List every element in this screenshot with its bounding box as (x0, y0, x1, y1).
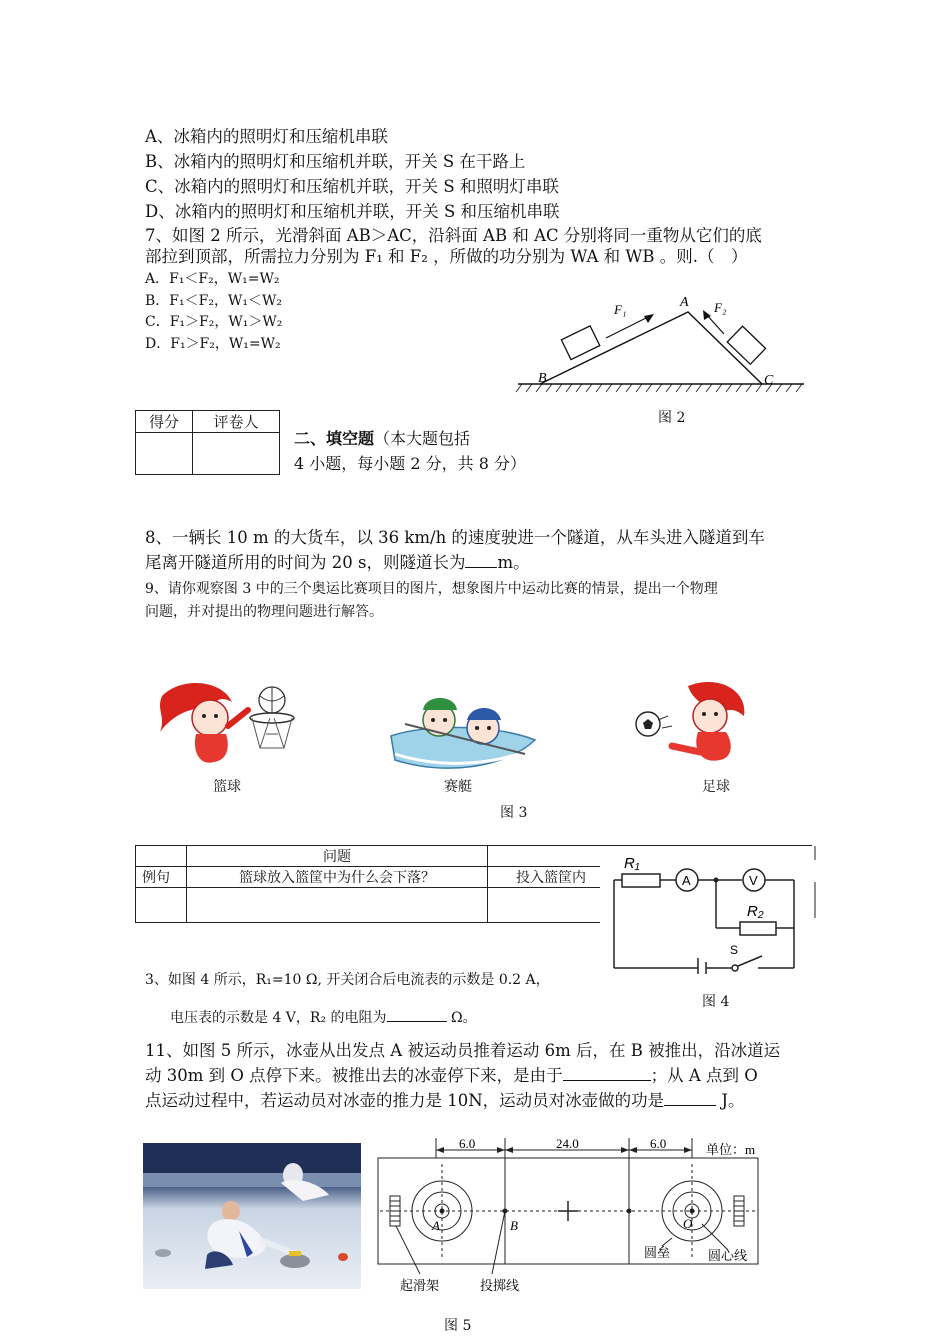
fig3-label-football: 足球 (702, 779, 730, 795)
q11-line3 (145, 1089, 745, 1112)
section-2-title: 二、填空题 (294, 429, 375, 448)
q11-line1: 11、如图 5 所示，冰壶从出发点 A 被运动员推着运动 6m 后，在 B 被推出，沿冰道运 (145, 1041, 781, 1060)
fig5-label-center-line: 圆心线 (708, 1248, 748, 1263)
rowing-mascots-image (385, 684, 545, 776)
figure-2-incline (510, 290, 810, 400)
grader-header: 评卷人 (193, 411, 280, 433)
football-mascot-image (628, 676, 758, 772)
q11-line3-text: 点运动过程中，若运动员对冰壶的推力是 10N，运动员对冰壶做的功是 (145, 1091, 665, 1110)
fig3-caption: 图 3 (500, 805, 528, 821)
q10-line1: 3、如图 4 所示，R₁=10 Ω, 开关闭合后电流表的示数是 0.2 A， (145, 972, 550, 988)
fig3-label-rowing: 赛艇 (444, 779, 472, 795)
fig4-r2-label: R₂ (747, 903, 764, 920)
score-table (135, 410, 280, 475)
fig2-label-a: A (680, 295, 689, 310)
q7-option-d: D．F₁＞F₂，W₁=W₂ (145, 336, 281, 352)
q11-line2-tail: ；从 A 点到 O (650, 1066, 758, 1085)
q10-unit: Ω。 (446, 1010, 477, 1026)
fig2-label-f2: F₂ (714, 300, 727, 315)
q8-line2 (145, 551, 530, 574)
basketball-mascot-image (152, 676, 302, 772)
q10-line2 (170, 1005, 477, 1029)
fig5-label-a: A (432, 1218, 440, 1233)
q9-line2: 问题，并对提出的物理问题进行解答。 (145, 604, 383, 620)
q6-option-c: C、冰箱内的照明灯和压缩机并联，开关 S 和照明灯串联 (145, 177, 559, 196)
q9-table-empty-label (136, 888, 187, 923)
section-2-desc1: （本大题包括 (374, 429, 471, 448)
fig4-switch-label: S (730, 943, 739, 957)
q6-option-a: A、冰箱内的照明灯和压缩机串联 (145, 127, 388, 146)
section-2-desc2: 4 小题，每小题 2 分，共 8 分） (294, 454, 526, 473)
q7-stem-line2: 部拉到顶部，所需拉力分别为 F₁ 和 F₂ ，所做的功分别为 WA 和 WB 。则.（ ） (145, 247, 748, 266)
figure-4-circuit (600, 846, 816, 974)
q9-table-row-label: 例句 (136, 867, 187, 888)
section-2-heading (294, 427, 470, 451)
fig5-caption: 图 5 (444, 1318, 472, 1334)
fig2-label-f1: F₁ (614, 302, 627, 317)
grader-cell[interactable] (193, 433, 280, 475)
fig5-label-o: O (683, 1216, 693, 1231)
fig5-dim-3: 6.0 (650, 1136, 667, 1151)
q10-answer-blank[interactable] (387, 1005, 447, 1022)
curling-photo (143, 1143, 361, 1289)
fig4-caption: 图 4 (702, 994, 730, 1010)
q6-option-d: D、冰箱内的照明灯和压缩机并联，开关 S 和压缩机串联 (145, 202, 560, 221)
q11-answer-blank-1[interactable] (563, 1064, 651, 1081)
q9-table-example-question: 篮球放入篮筐中为什么会下落？ (187, 867, 488, 888)
q9-line1: 9、请你观察图 3 中的三个奥运比赛项目的图片，想象图片中运动比赛的情景，提出一个物理 (145, 581, 718, 597)
q7-stem-line1: 7、如图 2 所示，光滑斜面 AB＞AC，沿斜面 AB 和 AC 分别将同一重物从它们的底 (145, 226, 762, 245)
q7-option-b: B．F₁＜F₂，W₁＜W₂ (145, 293, 282, 309)
q9-table-corner (136, 846, 187, 867)
fig5-dim-1: 6.0 (459, 1136, 476, 1151)
score-header: 得分 (136, 411, 193, 433)
q8-line1: 8、一辆长 10 m 的大货车，以 36 km/h 的速度驶进一个隧道，从车头进入隧道到车 (145, 528, 765, 547)
fig4-r1-label: R₁ (624, 855, 640, 872)
figure-5-curling-sheet (372, 1134, 764, 1300)
q7-option-c: C．F₁＞F₂，W₁＞W₂ (145, 314, 283, 330)
fig3-label-basketball: 篮球 (213, 779, 241, 795)
fig2-label-c: C (764, 373, 774, 388)
fig5-label-hogline: 投掷线 (480, 1278, 520, 1293)
fig4-voltmeter-label: V (749, 873, 758, 888)
curling-photo-illustration (143, 1143, 361, 1289)
q9-table-example-answer: 投入篮筐内 (488, 867, 813, 888)
fig4-ammeter-label: A (682, 873, 691, 888)
q7-option-a: A．F₁＜F₂，W₁=W₂ (145, 271, 280, 287)
q10-line2-text: 电压表的示数是 4 V，R₂ 的电阻为 (170, 1010, 387, 1026)
fig5-label-b: B (510, 1218, 518, 1233)
score-cell[interactable] (136, 433, 193, 475)
q6-option-b: B、冰箱内的照明灯和压缩机并联，开关 S 在干路上 (145, 152, 526, 171)
q11-unit: J。 (716, 1091, 745, 1110)
fig5-dim-2: 24.0 (556, 1136, 579, 1151)
q11-line2-text: 动 30m 到 O 点停下来。被推出去的冰壶停下来，是由于 (145, 1066, 563, 1085)
q8-unit: m。 (497, 553, 530, 572)
q11-line2 (145, 1064, 758, 1087)
fig2-label-b: B (538, 371, 547, 386)
q8-answer-blank[interactable] (465, 551, 497, 568)
q8-line2-text: 尾离开隧道所用的时间为 20 s，则隧道长为 (145, 553, 466, 572)
fig2-caption: 图 2 (658, 410, 686, 426)
q9-table-question-input[interactable] (187, 888, 488, 923)
fig5-unit: 单位：m (706, 1142, 756, 1157)
fig5-label-house: 圆垒 (644, 1245, 671, 1260)
q9-table-question-header: 问题 (187, 846, 488, 867)
fig5-label-hack: 起滑架 (400, 1278, 440, 1293)
q11-answer-blank-2[interactable] (664, 1089, 716, 1106)
